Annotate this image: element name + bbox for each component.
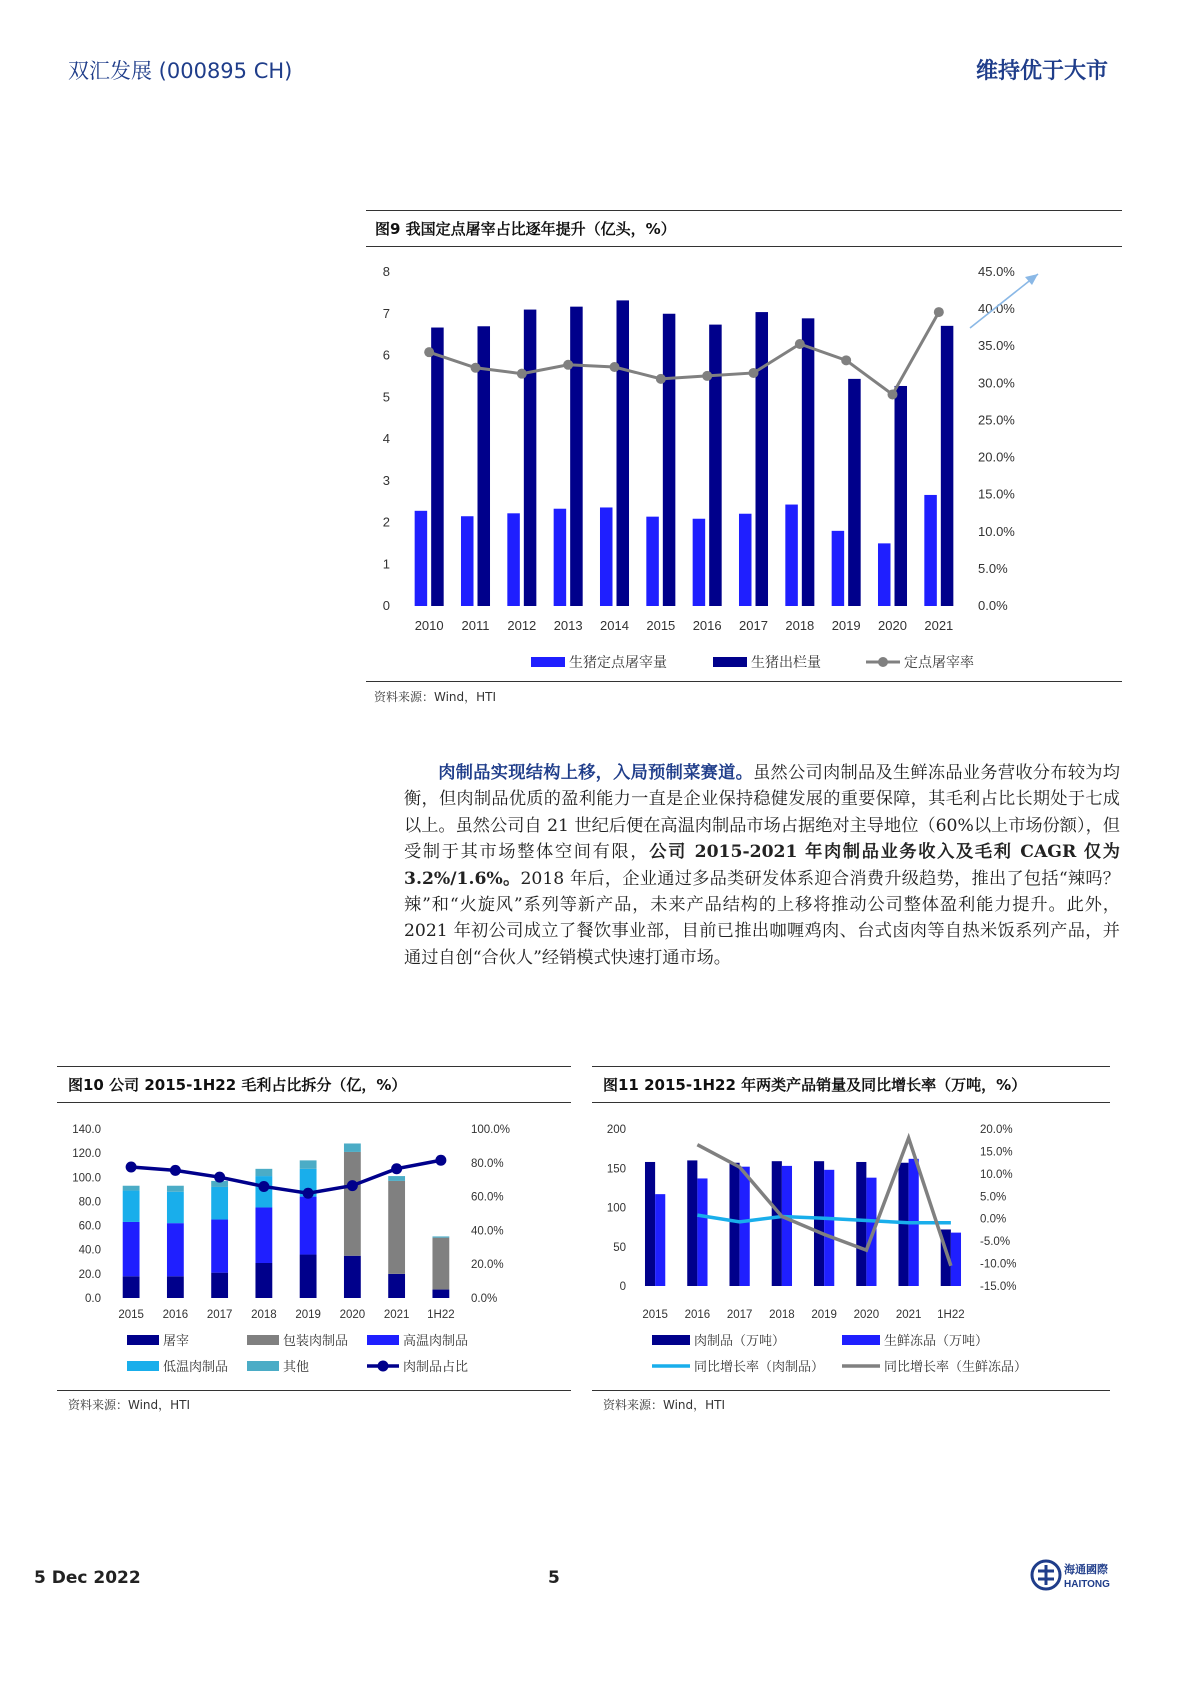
y-right-tick-label: -10.0% [980, 1258, 1017, 1271]
y-right-tick-label: 5.0% [978, 560, 1008, 576]
x-tick-label: 2018 [251, 1309, 277, 1321]
y-right-tick-label: 45.0% [978, 264, 1015, 279]
fig11-title-rule [592, 1102, 1110, 1103]
legend-swatch-生猪定点屠宰量 [531, 657, 565, 667]
bar-生猪定点屠宰量 [507, 513, 520, 606]
stack-segment-高温肉制品 [255, 1207, 272, 1263]
bar-肉制品（万吨） [814, 1161, 824, 1286]
bar-生猪定点屠宰量 [461, 516, 474, 606]
y-right-tick-label: -15.0% [980, 1281, 1017, 1293]
legend-swatch-屠宰 [127, 1335, 159, 1345]
point-定点屠宰率 [424, 347, 434, 357]
bar-生猪定点屠宰量 [878, 543, 891, 606]
bar-生猪出栏量 [617, 300, 630, 606]
point-定点屠宰率 [795, 339, 805, 349]
line-定点屠宰率 [429, 312, 939, 394]
point-肉制品占比 [303, 1188, 314, 1199]
bar-生鲜冻品（万吨） [655, 1194, 665, 1286]
fig9-source: 资料来源：Wind，HTI [374, 690, 497, 704]
stack-segment-其他 [344, 1143, 361, 1151]
bar-生鲜冻品（万吨） [782, 1166, 792, 1286]
y-right-tick-label: 0.0% [980, 1213, 1007, 1226]
bar-生猪出栏量 [848, 379, 861, 606]
fig10-bottom-rule [57, 1390, 571, 1391]
bar-生鲜冻品（万吨） [740, 1167, 750, 1286]
y-left-tick-label: 8 [382, 264, 390, 279]
x-tick-label: 2016 [684, 1309, 711, 1321]
x-tick-label: 2019 [295, 1309, 321, 1321]
point-肉制品占比 [435, 1155, 446, 1166]
fig11-top-rule [592, 1066, 1110, 1067]
company-ticker: 双汇发展 (000895 CH) [68, 59, 293, 83]
x-tick-label: 2021 [924, 618, 954, 633]
stack-segment-屠宰 [344, 1256, 361, 1298]
y-left-tick-label: 0.0 [85, 1293, 101, 1305]
x-tick-label: 2016 [692, 618, 722, 633]
point-定点屠宰率 [749, 368, 759, 378]
y-right-tick-label: 10.0% [978, 523, 1015, 539]
bar-生猪出栏量 [431, 328, 444, 606]
x-tick-label: 2021 [383, 1309, 410, 1321]
fig11-bottom-rule [592, 1390, 1110, 1391]
bar-生猪出栏量 [570, 307, 583, 606]
legend-label-低温肉制品: 低温肉制品 [163, 1359, 229, 1374]
fig9-title-rule [366, 246, 1122, 247]
y-right-tick-label: 60.0% [471, 1191, 504, 1204]
bar-生鲜冻品（万吨） [951, 1233, 961, 1286]
y-right-tick-label: 40.0% [978, 301, 1015, 317]
point-肉制品占比 [170, 1165, 181, 1176]
legend-label-屠宰: 屠宰 [163, 1333, 190, 1348]
x-tick-label: 2015 [118, 1309, 144, 1321]
stack-segment-其他 [123, 1186, 140, 1191]
legend-label-同比增长率（生鲜冻品）: 同比增长率（生鲜冻品） [884, 1359, 1028, 1374]
stack-segment-低温肉制品 [123, 1191, 140, 1222]
bar-生猪定点屠宰量 [415, 511, 428, 606]
legend-swatch-高温肉制品 [367, 1335, 399, 1345]
y-right-tick-label: 15.0% [978, 486, 1015, 502]
bar-生猪出栏量 [941, 326, 954, 606]
y-right-tick-label: 10.0% [980, 1168, 1013, 1181]
y-right-tick-label: 0.0% [978, 598, 1008, 613]
logo-cn: 海通國際 [1064, 1564, 1108, 1576]
y-right-tick-label: 20.0% [980, 1124, 1013, 1136]
stack-segment-高温肉制品 [211, 1220, 228, 1273]
stack-segment-屠宰 [388, 1274, 405, 1298]
point-肉制品占比 [214, 1172, 225, 1183]
fig9-top-rule [366, 210, 1122, 211]
legend-label-定点屠宰率: 定点屠宰率 [904, 654, 974, 670]
y-right-tick-label: 15.0% [980, 1146, 1013, 1159]
x-tick-label: 2013 [553, 618, 583, 633]
y-left-tick-label: 5 [382, 389, 390, 405]
fig9-title: 图9 我国定点屠宰占比逐年提升（亿头，%） [375, 220, 676, 238]
y-right-tick-label: 40.0% [471, 1225, 504, 1238]
stack-segment-屠宰 [211, 1273, 228, 1298]
legend-swatch-生鲜冻品（万吨） [842, 1335, 880, 1345]
bar-生猪定点屠宰量 [693, 519, 706, 606]
y-right-tick-label: 5.0% [980, 1191, 1007, 1204]
y-right-tick-label: 20.0% [471, 1259, 504, 1272]
stack-segment-包装肉制品 [388, 1181, 405, 1274]
bar-肉制品（万吨） [856, 1162, 866, 1286]
stack-segment-屠宰 [167, 1276, 184, 1298]
legend-label-肉制品（万吨）: 肉制品（万吨） [694, 1333, 786, 1348]
y-left-tick-label: 60.0 [78, 1220, 101, 1233]
fig10-chart [57, 1108, 571, 1388]
legend-swatch-其他 [247, 1361, 279, 1371]
bar-生猪出栏量 [709, 325, 722, 606]
stack-segment-其他 [167, 1186, 184, 1192]
y-left-tick-label: 20.0 [78, 1268, 101, 1281]
stack-segment-屠宰 [300, 1255, 317, 1298]
legend-marker-定点屠宰率 [878, 657, 888, 667]
point-肉制品占比 [391, 1163, 402, 1174]
point-定点屠宰率 [471, 363, 481, 373]
y-left-tick-label: 40.0 [78, 1244, 101, 1257]
x-tick-label: 2015 [646, 618, 676, 633]
legend-label-生鲜冻品（万吨）: 生鲜冻品（万吨） [884, 1333, 989, 1348]
point-定点屠宰率 [656, 374, 666, 384]
x-tick-label: 2020 [339, 1309, 366, 1321]
body-paragraph [404, 760, 1120, 971]
footer-page-number: 5 [548, 1568, 560, 1588]
y-left-tick-label: 1 [382, 556, 390, 572]
y-left-tick-label: 2 [382, 514, 390, 530]
paragraph-lead: 肉制品实现结构上移，入局预制菜赛道。 [438, 763, 754, 783]
y-right-tick-label: 80.0% [471, 1157, 504, 1170]
stack-segment-低温肉制品 [167, 1192, 184, 1223]
bar-生鲜冻品（万吨） [697, 1178, 707, 1286]
stack-segment-高温肉制品 [300, 1197, 317, 1255]
stack-segment-包装肉制品 [432, 1238, 449, 1290]
point-肉制品占比 [126, 1162, 137, 1173]
point-定点屠宰率 [517, 369, 527, 379]
fig10-title-rule [57, 1102, 571, 1103]
bar-生猪定点屠宰量 [600, 507, 613, 606]
bar-肉制品（万吨） [729, 1163, 739, 1286]
x-tick-label: 1H22 [427, 1309, 455, 1321]
x-tick-label: 2015 [642, 1309, 668, 1321]
legend-swatch-包装肉制品 [247, 1335, 279, 1345]
y-left-tick-label: 100 [606, 1202, 626, 1215]
legend-swatch-肉制品（万吨） [652, 1335, 690, 1345]
stack-segment-屠宰 [123, 1276, 140, 1298]
fig9-bottom-rule [366, 681, 1122, 682]
legend-label-同比增长率（肉制品）: 同比增长率（肉制品） [694, 1359, 825, 1374]
legend-label-包装肉制品: 包装肉制品 [283, 1333, 349, 1348]
stack-segment-其他 [300, 1160, 317, 1168]
bar-生猪出栏量 [663, 314, 676, 606]
logo-en: HAITONG [1064, 1579, 1110, 1590]
x-tick-label: 2020 [878, 618, 907, 633]
rating-label: 维持优于大市 [975, 59, 1108, 84]
x-tick-label: 2017 [206, 1309, 233, 1321]
fig11-title: 图11 2015-1H22 年两类产品销量及同比增长率（万吨，%） [603, 1076, 1027, 1094]
legend-label-高温肉制品: 高温肉制品 [403, 1333, 469, 1348]
bar-生猪定点屠宰量 [554, 509, 567, 606]
x-tick-label: 1H22 [937, 1309, 965, 1321]
point-肉制品占比 [347, 1180, 358, 1191]
fig10-title: 图10 公司 2015-1H22 毛利占比拆分（亿，%） [68, 1076, 407, 1094]
fig9-chart [366, 252, 1122, 682]
legend-swatch-生猪出栏量 [713, 657, 747, 667]
x-tick-label: 2017 [739, 618, 768, 633]
bar-生猪定点屠宰量 [739, 514, 752, 606]
haitong-logo [1030, 1557, 1120, 1593]
point-定点屠宰率 [888, 389, 898, 399]
stack-segment-高温肉制品 [123, 1222, 140, 1276]
fig10-top-rule [57, 1066, 571, 1067]
bar-生猪定点屠宰量 [646, 517, 659, 606]
bar-生猪出栏量 [524, 310, 537, 606]
x-tick-label: 2018 [769, 1309, 795, 1321]
paragraph-bold: 公司 2015-2021 年肉制品业务收入及毛利 CAGR 仅为 3.2%/1.6%。 [404, 842, 1120, 889]
bar-生猪出栏量 [895, 386, 908, 606]
x-tick-label: 2012 [507, 618, 537, 633]
legend-label-其他: 其他 [283, 1359, 310, 1374]
y-right-tick-label: 0.0% [471, 1293, 498, 1305]
y-left-tick-label: 6 [382, 347, 390, 363]
stack-segment-其他 [388, 1176, 405, 1181]
stack-segment-高温肉制品 [167, 1223, 184, 1276]
bar-肉制品（万吨） [687, 1160, 697, 1286]
point-定点屠宰率 [702, 371, 712, 381]
legend-label-肉制品占比: 肉制品占比 [403, 1359, 469, 1374]
fig11-source: 资料来源：Wind，HTI [603, 1398, 726, 1412]
y-right-tick-label: 35.0% [978, 338, 1015, 354]
y-right-tick-label: 20.0% [978, 449, 1015, 465]
footer-date: 5 Dec 2022 [34, 1568, 141, 1588]
point-定点屠宰率 [841, 355, 851, 365]
x-tick-label: 2021 [895, 1309, 922, 1321]
point-定点屠宰率 [610, 362, 620, 372]
x-tick-label: 2017 [726, 1309, 753, 1321]
x-tick-label: 2019 [811, 1309, 837, 1321]
x-tick-label: 2014 [600, 618, 629, 633]
paragraph-text-1: 虽然公司肉制品及生鲜冻品业务营收分布较为均衡，但肉制品优质的盈利能力一直是企业保持稳健发展的重要保障，其毛利占比长期处于七成以上。虽然公司自 21 世纪后便在高温肉制品市场占据绝对主导地位（60%以上市场份额），但受制于其市场整体空间有限， [404, 763, 1120, 863]
y-left-tick-label: 50 [613, 1241, 626, 1254]
bar-生猪定点屠宰量 [832, 531, 845, 606]
x-tick-label: 2019 [831, 618, 861, 633]
fig11-chart [592, 1108, 1110, 1388]
y-left-tick-label: 80.0 [78, 1196, 101, 1209]
y-right-tick-label: 30.0% [978, 375, 1015, 391]
paragraph-text-2: 2018 年后，企业通过多品类研发体系迎合消费升级趋势，推出了包括“辣吗？辣”和“火旋风”系列等新产品，未来产品结构的上移将推动公司整体盈利能力提升。此外，2021 年初公司成立了餐饮事业部，目前已推出咖喱鸡肉、台式卤肉等自热米饭系列产品，并通过自创“合伙人”经销模式快速打通市场。 [404, 868, 1120, 968]
stack-segment-屠宰 [255, 1263, 272, 1298]
y-left-tick-label: 100.0 [72, 1172, 101, 1185]
bar-生鲜冻品（万吨） [824, 1170, 834, 1286]
y-left-tick-label: 0 [382, 598, 390, 613]
stack-segment-低温肉制品 [211, 1187, 228, 1220]
x-tick-label: 2011 [461, 618, 490, 633]
y-left-tick-label: 140.0 [72, 1124, 101, 1136]
legend-label-生猪出栏量: 生猪出栏量 [751, 654, 821, 670]
bar-生猪定点屠宰量 [785, 505, 798, 606]
y-right-tick-label: 25.0% [978, 412, 1015, 428]
y-right-tick-label: 100.0% [471, 1124, 511, 1136]
point-定点屠宰率 [934, 307, 944, 317]
x-tick-label: 2016 [162, 1309, 189, 1321]
bar-生猪出栏量 [802, 318, 815, 606]
bar-生猪定点屠宰量 [924, 495, 937, 606]
y-left-tick-label: 7 [382, 305, 390, 321]
stack-segment-包装肉制品 [344, 1152, 361, 1256]
stack-segment-屠宰 [432, 1290, 449, 1298]
bar-肉制品（万吨） [645, 1162, 655, 1286]
y-left-tick-label: 200 [606, 1124, 626, 1136]
y-left-tick-label: 3 [382, 472, 390, 488]
y-left-tick-label: 0 [619, 1281, 626, 1293]
stack-segment-其他 [432, 1236, 449, 1237]
legend-swatch-低温肉制品 [127, 1361, 159, 1371]
bar-生猪出栏量 [756, 312, 769, 606]
legend-marker-肉制品占比 [378, 1361, 389, 1372]
fig10-source: 资料来源：Wind，HTI [68, 1398, 191, 1412]
y-left-tick-label: 150 [606, 1163, 626, 1176]
point-定点屠宰率 [563, 360, 573, 370]
x-tick-label: 2020 [853, 1309, 880, 1321]
x-tick-label: 2010 [414, 618, 444, 633]
bar-肉制品（万吨） [772, 1161, 782, 1286]
y-left-tick-label: 120.0 [72, 1148, 101, 1161]
legend-label-生猪定点屠宰量: 生猪定点屠宰量 [569, 654, 667, 670]
x-tick-label: 2018 [785, 618, 815, 633]
point-肉制品占比 [258, 1181, 269, 1192]
y-right-tick-label: -5.0% [980, 1236, 1011, 1249]
y-left-tick-label: 4 [382, 431, 390, 446]
stack-segment-其他 [255, 1169, 272, 1176]
